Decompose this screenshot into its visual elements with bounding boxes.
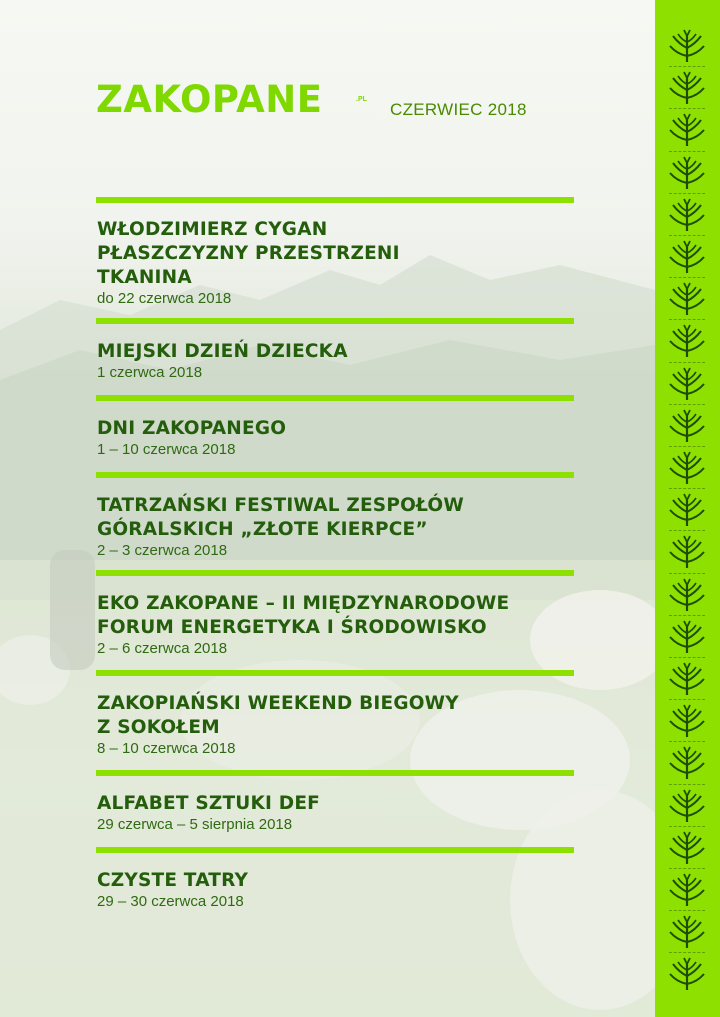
strip-divider bbox=[669, 108, 705, 109]
event-item bbox=[97, 869, 617, 911]
event-title-line: PŁASZCZYZNY PRZESTRZENI bbox=[97, 243, 400, 264]
grass-sprig-icon bbox=[665, 366, 709, 402]
zakopane-logo bbox=[96, 78, 367, 121]
event-title-line: WŁODZIMIERZ CYGAN bbox=[97, 219, 328, 240]
event-divider bbox=[96, 570, 574, 576]
grass-sprig-icon bbox=[665, 914, 709, 950]
grass-sprig-icon bbox=[665, 408, 709, 444]
event-item bbox=[97, 417, 617, 459]
grass-sprig-icon bbox=[665, 239, 709, 275]
grass-sprig-icon bbox=[665, 577, 709, 613]
event-title-line: TATRZAŃSKI FESTIWAL ZESPOŁÓW bbox=[97, 495, 464, 516]
event-title-line: ALFABET SZTUKI DEF bbox=[97, 793, 321, 814]
strip-divider bbox=[669, 573, 705, 574]
event-divider bbox=[96, 670, 574, 676]
strip-divider bbox=[669, 826, 705, 827]
event-date: 8 – 10 czerwca 2018 bbox=[97, 740, 236, 757]
strip-divider bbox=[669, 910, 705, 911]
event-item bbox=[97, 592, 617, 658]
event-title-line: ZAKOPIAŃSKI WEEKEND BIEGOWY bbox=[97, 693, 459, 714]
strip-divider bbox=[669, 404, 705, 405]
strip-divider bbox=[669, 657, 705, 658]
strip-divider bbox=[669, 193, 705, 194]
month-label: CZERWIEC 2018 bbox=[390, 100, 527, 119]
grass-sprig-icon bbox=[665, 619, 709, 655]
event-divider bbox=[96, 318, 574, 324]
strip-divider bbox=[669, 277, 705, 278]
event-divider bbox=[96, 197, 574, 203]
event-date: 1 – 10 czerwca 2018 bbox=[97, 441, 236, 458]
grass-sprig-icon bbox=[665, 956, 709, 992]
event-item bbox=[97, 340, 617, 382]
event-item bbox=[97, 692, 617, 758]
grass-sprig-icon bbox=[665, 28, 709, 64]
grass-sprig-icon bbox=[665, 661, 709, 697]
strip-divider bbox=[669, 488, 705, 489]
decorative-sidebar-strip bbox=[655, 0, 720, 1017]
grass-sprig-icon bbox=[665, 534, 709, 570]
grass-sprig-icon bbox=[665, 197, 709, 233]
logo-text: ZAKOPANE bbox=[96, 78, 323, 121]
event-date: do 22 czerwca 2018 bbox=[97, 290, 232, 307]
strip-divider bbox=[669, 741, 705, 742]
strip-divider bbox=[669, 66, 705, 67]
strip-divider bbox=[669, 952, 705, 953]
event-divider bbox=[96, 395, 574, 401]
event-item bbox=[97, 218, 617, 308]
grass-sprig-icon bbox=[665, 70, 709, 106]
grass-sprig-icon bbox=[665, 450, 709, 486]
grass-sprig-icon bbox=[665, 492, 709, 528]
strip-divider bbox=[669, 784, 705, 785]
event-date: 2 – 3 czerwca 2018 bbox=[97, 542, 228, 559]
event-title-line: FORUM ENERGETYKA I ŚRODOWISKO bbox=[97, 617, 487, 638]
strip-divider bbox=[669, 319, 705, 320]
strip-divider bbox=[669, 235, 705, 236]
grass-sprig-icon bbox=[665, 830, 709, 866]
event-divider bbox=[96, 472, 574, 478]
event-divider bbox=[96, 847, 574, 853]
event-date: 29 czerwca – 5 sierpnia 2018 bbox=[97, 816, 293, 833]
event-title-line: DNI ZAKOPANEGO bbox=[97, 418, 287, 439]
grass-sprig-icon bbox=[665, 872, 709, 908]
event-title-line: MIEJSKI DZIEŃ DZIECKA bbox=[97, 341, 348, 362]
grass-sprig-icon bbox=[665, 788, 709, 824]
event-date: 2 – 6 czerwca 2018 bbox=[97, 640, 228, 657]
strip-divider bbox=[669, 699, 705, 700]
grass-sprig-icon bbox=[665, 281, 709, 317]
strip-divider bbox=[669, 868, 705, 869]
logo-suffix: .PL bbox=[356, 96, 367, 103]
event-date: 1 czerwca 2018 bbox=[97, 364, 203, 381]
event-title-line: CZYSTE TATRY bbox=[97, 870, 249, 891]
strip-divider bbox=[669, 530, 705, 531]
grass-sprig-icon bbox=[665, 155, 709, 191]
event-title-line: TKANINA bbox=[97, 267, 192, 288]
event-item bbox=[97, 494, 617, 560]
grass-sprig-icon bbox=[665, 112, 709, 148]
strip-divider bbox=[669, 446, 705, 447]
strip-divider bbox=[669, 615, 705, 616]
event-divider bbox=[96, 770, 574, 776]
event-title-line: EKO ZAKOPANE – II MIĘDZYNARODOWE bbox=[97, 593, 510, 614]
event-title-line: Z SOKOŁEM bbox=[97, 717, 220, 738]
event-title-line: GÓRALSKICH „ZŁOTE KIERPCE” bbox=[97, 519, 428, 540]
grass-sprig-icon bbox=[665, 745, 709, 781]
event-item bbox=[97, 792, 617, 834]
strip-divider bbox=[669, 151, 705, 152]
grass-sprig-icon bbox=[665, 323, 709, 359]
grass-sprig-icon bbox=[665, 703, 709, 739]
event-date: 29 – 30 czerwca 2018 bbox=[97, 893, 244, 910]
strip-divider bbox=[669, 362, 705, 363]
